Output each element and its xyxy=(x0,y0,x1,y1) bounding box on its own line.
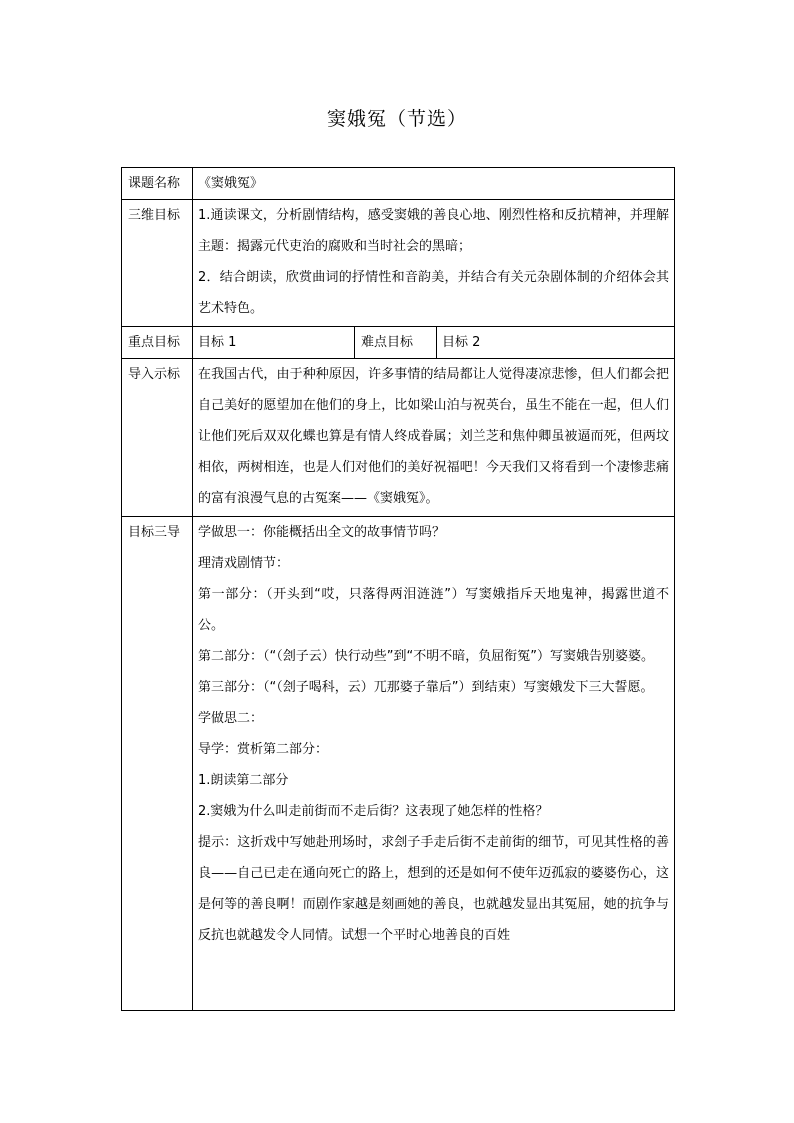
three-goals-label: 三维目标 xyxy=(122,200,193,327)
guide-paragraph: 第一部分：（开头到“哎，只落得两泪涟涟”）写窦娥指斥天地鬼神，揭露世道不公。 xyxy=(198,587,670,633)
intro-content xyxy=(193,359,675,517)
three-goals-item-1: 1.通读课文，分析剧情结构，感受窦娥的善良心地、刚烈性格和反抗精神，并理解主题：揭露元代吏治的腐败和当时社会的黑暗； xyxy=(198,208,670,254)
guide-paragraph: 第三部分：（“（刽子喝科，云）兀那婆子靠后”）到结束）写窦娥发下三大誓愿。 xyxy=(198,680,654,695)
three-goals-item-2: 2．结合朗读，欣赏曲词的抒情性和音韵美，并结合有关元杂剧体制的介绍体会其艺术特色。 xyxy=(198,270,670,316)
page-title: 窦娥冤（节选） xyxy=(326,108,467,130)
table-row-intro xyxy=(122,359,675,517)
intro-label: 导入示标 xyxy=(122,359,193,517)
three-goals-content xyxy=(193,200,675,327)
guide-paragraph: 第二部分：（“（刽子云）快行动些”到“不明不暗，负屈衔冤”）写窦娥告别婆婆。 xyxy=(198,649,654,664)
guide-paragraph: 提示：这折戏中写她赴刑场时，求刽子手走后街不走前街的细节，可见其性格的善良——自己已走在通向死亡的路上，想到的还是如何不使年迈孤寂的婆婆伤心，这是何等的善良啊！而剧作家越是刻画她的善良，也就越发显出其冤屈，她的抗争与反抗也就越发令人同情。试想一个平时心地善良的百姓 xyxy=(198,835,670,943)
difficult-goal-label: 难点目标 xyxy=(355,327,437,359)
course-name-value: 《窦娥冤》 xyxy=(193,168,675,200)
guide-paragraph: 1.朗读第二部分 xyxy=(198,773,289,788)
lesson-plan-table xyxy=(121,167,675,1011)
table-row-course-name xyxy=(122,168,675,200)
guide-paragraph: 导学：赏析第二部分： xyxy=(198,742,329,757)
guide-label: 目标三导 xyxy=(122,517,193,1011)
guide-paragraph: 理清戏剧情节： xyxy=(198,556,290,571)
guide-content xyxy=(193,517,675,1011)
guide-paragraph: 学做思一：你能概括出全文的故事情节吗？ xyxy=(198,525,446,540)
table-row-three-goals xyxy=(122,200,675,327)
guide-paragraph: 学做思二： xyxy=(198,711,264,726)
table-row-guide xyxy=(122,517,675,1011)
key-goal-value: 目标 1 xyxy=(193,327,355,359)
course-name-label: 课题名称 xyxy=(122,168,193,200)
intro-text: 在我国古代，由于种种原因，许多事情的结局都让人觉得凄凉悲惨，但人们都会把自己美好的愿望加在他们的身上，比如梁山泊与祝英台，虽生不能在一起，但人们让他们死后双双化蝶也算是有情人终成眷属；刘兰芝和焦仲卿虽被逼而死，但两坟相依，两树相连，也是人们对他们的美好祝福吧！今天我们又将看到一个凄惨悲痛的富有浪漫气息的古冤案——《窦娥冤》。 xyxy=(198,367,670,506)
difficult-goal-value: 目标 2 xyxy=(437,327,675,359)
table-row-key-goals xyxy=(122,327,675,359)
guide-paragraph: 2.窦娥为什么叫走前街而不走后街？这表现了她怎样的性格？ xyxy=(198,804,549,819)
key-goal-label: 重点目标 xyxy=(122,327,193,359)
